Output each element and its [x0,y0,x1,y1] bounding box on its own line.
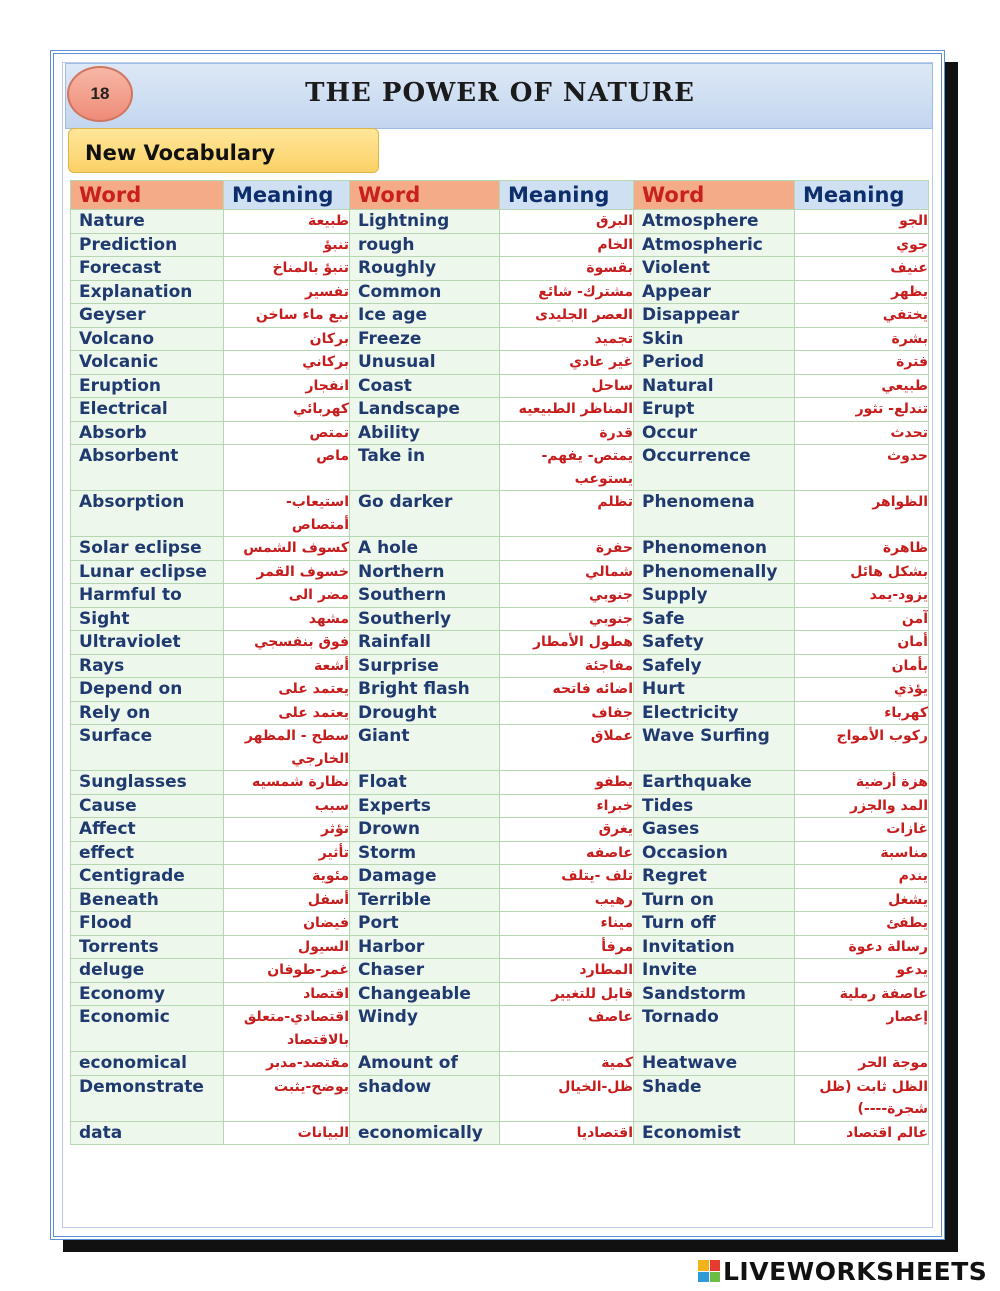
vocab-word: Tornado [634,1006,795,1052]
vocab-meaning: غازات [795,818,929,842]
vocab-word: Freeze [350,327,500,351]
vocab-meaning: يختفي [795,304,929,328]
vocab-word: Regret [634,865,795,889]
table-row [71,607,929,631]
table-row [71,560,929,584]
vocab-word: Chaser [350,959,500,983]
vocab-word: Volcano [71,327,224,351]
vocab-meaning: يغرق [500,818,634,842]
vocab-word: Forecast [71,257,224,281]
vocab-word: Amount of [350,1052,500,1076]
vocab-word: Invitation [634,935,795,959]
column-header-word: Word [350,181,500,210]
table-row [71,631,929,655]
column-header-meaning: Meaning [500,181,634,210]
vocab-word: Erupt [634,398,795,422]
vocab-meaning: يؤذي [795,678,929,702]
vocab-word: Violent [634,257,795,281]
vocab-meaning: المطارد [500,959,634,983]
vocab-meaning: يطفو [500,771,634,795]
vocab-meaning: الظواهر [795,491,929,537]
vocab-meaning: تؤثر [224,818,350,842]
vocab-word: Cause [71,794,224,818]
vocab-word: Turn on [634,888,795,912]
vocab-word: shadow [350,1075,500,1121]
column-header-meaning: Meaning [224,181,350,210]
vocab-word: Shade [634,1075,795,1121]
vocab-word: Storm [350,841,500,865]
vocab-word: Experts [350,794,500,818]
vocab-meaning: خسوف القمر [224,560,350,584]
vocab-meaning: تلف -يتلف [500,865,634,889]
vocab-meaning: هطول الأمطار [500,631,634,655]
vocab-word: Phenomenon [634,537,795,561]
vocab-word: Damage [350,865,500,889]
vocab-word: Depend on [71,678,224,702]
vocab-word: Roughly [350,257,500,281]
vocab-meaning: عاصفه [500,841,634,865]
vocab-meaning: موجة الحر [795,1052,929,1076]
vocab-word: Flood [71,912,224,936]
table-row [71,959,929,983]
vocab-meaning: استيعاب- أمتصاص [224,491,350,537]
vocab-meaning: تفسير [224,280,350,304]
vocab-word: Giant [350,725,500,771]
vocab-meaning: إعصار [795,1006,929,1052]
vocabulary-table [70,180,929,1145]
vocab-meaning: تجميد [500,327,634,351]
vocab-word: Take in [350,445,500,491]
vocab-meaning: انفجار [224,374,350,398]
vocab-meaning: مقتصد-مدبر [224,1052,350,1076]
vocab-meaning: مفاجئة [500,654,634,678]
vocab-meaning: العصر الجليدى [500,304,634,328]
vocab-meaning: قدرة [500,421,634,445]
vocab-meaning: تأثير [224,841,350,865]
table-row [71,935,929,959]
vocab-word: Southern [350,584,500,608]
vocab-word: Gases [634,818,795,842]
vocab-word: deluge [71,959,224,983]
vocab-word: Period [634,351,795,375]
vocab-meaning: اقتصاد [224,982,350,1006]
vocab-meaning: مشترك- شائع [500,280,634,304]
vocab-word: Occurrence [634,445,795,491]
vocab-meaning: نظارة شمسيه [224,771,350,795]
page-title: THE POWER OF NATURE [305,78,695,108]
table-row [71,654,929,678]
vocab-word: Sunglasses [71,771,224,795]
vocab-word: effect [71,841,224,865]
vocab-meaning: بشكل هائل [795,560,929,584]
vocab-word: Electrical [71,398,224,422]
vocab-meaning: مضر الى [224,584,350,608]
vocab-meaning: يمتص- يفهم- يستوعب [500,445,634,491]
table-row [71,725,929,771]
vocab-word: Tides [634,794,795,818]
table-row [71,374,929,398]
table-row [71,233,929,257]
vocab-meaning: غمر-طوفان [224,959,350,983]
vocab-meaning: يزود-يمد [795,584,929,608]
vocab-word: Supply [634,584,795,608]
vocab-meaning: غير عادي [500,351,634,375]
table-header-row [71,181,929,210]
table-row [71,537,929,561]
vocab-meaning: ركوب الأمواج [795,725,929,771]
vocab-word: Invite [634,959,795,983]
vocab-meaning: يطفئ [795,912,929,936]
vocab-word: Sight [71,607,224,631]
vocab-word: Harbor [350,935,500,959]
vocab-word: Hurt [634,678,795,702]
vocab-word: Natural [634,374,795,398]
vocab-meaning: اضائه فاتحه [500,678,634,702]
vocab-word: Electricity [634,701,795,725]
vocab-word: Torrents [71,935,224,959]
table-row [71,280,929,304]
vocab-word: Affect [71,818,224,842]
table-row [71,701,929,725]
vocab-word: Safe [634,607,795,631]
column-header-meaning: Meaning [795,181,929,210]
section-title: New Vocabulary [68,128,379,173]
vocab-meaning: يندم [795,865,929,889]
vocab-meaning: آمن [795,607,929,631]
vocab-word: Lunar eclipse [71,560,224,584]
vocab-meaning: ساحل [500,374,634,398]
table-row [71,445,929,491]
vocab-meaning: أمان [795,631,929,655]
vocab-word: Ice age [350,304,500,328]
vocab-meaning: تمتص [224,421,350,445]
vocab-meaning: مئوية [224,865,350,889]
vocab-meaning: بأمان [795,654,929,678]
table-row [71,327,929,351]
vocab-word: data [71,1121,224,1145]
vocab-meaning: الجو [795,210,929,234]
column-header-word: Word [71,181,224,210]
vocab-meaning: يشغل [795,888,929,912]
vocab-meaning: مرفأ [500,935,634,959]
vocab-meaning: عالم اقتصاد [795,1121,929,1145]
vocab-meaning: جنوبي [500,607,634,631]
vocab-word: Earthquake [634,771,795,795]
vocab-word: Unusual [350,351,500,375]
vocab-word: Drought [350,701,500,725]
vocab-word: Phenomenally [634,560,795,584]
vocab-meaning: رسالة دعوة [795,935,929,959]
vocab-meaning: كهرباء [795,701,929,725]
vocab-meaning: ظل-الخيال [500,1075,634,1121]
logo-text: LIVEWORKSHEETS [723,1256,988,1286]
vocab-word: Terrible [350,888,500,912]
vocab-word: Beneath [71,888,224,912]
vocab-word: Economy [71,982,224,1006]
vocab-word: Heatwave [634,1052,795,1076]
vocab-word: Phenomena [634,491,795,537]
vocab-meaning: البرق [500,210,634,234]
vocab-meaning: فترة [795,351,929,375]
vocab-meaning: رهيب [500,888,634,912]
vocab-meaning: فيضان [224,912,350,936]
vocab-word: Disappear [634,304,795,328]
vocab-meaning: يعتمد على [224,701,350,725]
vocab-meaning: حدوث [795,445,929,491]
table-row [71,865,929,889]
vocab-meaning: عملاق [500,725,634,771]
vocab-meaning: فوق بنفسجي [224,631,350,655]
vocab-word: Northern [350,560,500,584]
vocab-word: Port [350,912,500,936]
vocab-word: Wave Surfing [634,725,795,771]
vocab-meaning: يعتمد على [224,678,350,702]
vocab-meaning: يظهر [795,280,929,304]
vocab-meaning: مشهد [224,607,350,631]
vocab-word: Landscape [350,398,500,422]
vocab-word: Economist [634,1121,795,1145]
vocab-meaning: تنبؤ بالمناخ [224,257,350,281]
table-row [71,888,929,912]
vocab-meaning: سبب [224,794,350,818]
table-row [71,912,929,936]
vocab-meaning: كسوف الشمس [224,537,350,561]
vocab-meaning: عنيف [795,257,929,281]
vocab-meaning: شمالي [500,560,634,584]
vocab-meaning: كمية [500,1052,634,1076]
table-row [71,678,929,702]
vocab-word: Rays [71,654,224,678]
vocab-word: Southerly [350,607,500,631]
vocab-meaning: السيول [224,935,350,959]
vocab-word: Absorption [71,491,224,537]
vocab-word: Float [350,771,500,795]
vocab-word: Common [350,280,500,304]
vocab-word: rough [350,233,500,257]
table-row [71,491,929,537]
vocab-word: Eruption [71,374,224,398]
vocab-word: Appear [634,280,795,304]
vocab-meaning: كهربائي [224,398,350,422]
vocab-word: Surprise [350,654,500,678]
vocab-meaning: بركان [224,327,350,351]
vocab-meaning: سطح - المظهر الخارجي [224,725,350,771]
vocab-word: Harmful to [71,584,224,608]
vocab-word: Skin [634,327,795,351]
logo-icon [698,1260,720,1282]
vocab-meaning: عاصفة رملية [795,982,929,1006]
table-row [71,841,929,865]
vocab-meaning: الظل ثابت (ظل شجرة----) [795,1075,929,1121]
vocab-meaning: عاصف [500,1006,634,1052]
vocab-meaning: تحدث [795,421,929,445]
table-row [71,1121,929,1145]
vocab-meaning: ميناء [500,912,634,936]
vocab-meaning: المناظر الطبيعيه [500,398,634,422]
vocab-meaning: المد والجزر [795,794,929,818]
vocab-meaning: اقتصاديا [500,1121,634,1145]
table-row [71,351,929,375]
table-row [71,210,929,234]
table-row [71,398,929,422]
vocab-word: Atmosphere [634,210,795,234]
table-row [71,584,929,608]
table-row [71,771,929,795]
vocab-word: Safely [634,654,795,678]
vocab-meaning: تنبؤ [224,233,350,257]
vocab-word: Turn off [634,912,795,936]
table-row [71,1075,929,1121]
vocab-meaning: حفرة [500,537,634,561]
vocab-word: Surface [71,725,224,771]
vocab-word: Safety [634,631,795,655]
vocab-meaning: بشرة [795,327,929,351]
vocab-word: Explanation [71,280,224,304]
vocab-word: Prediction [71,233,224,257]
vocab-meaning: أشعة [224,654,350,678]
vocab-meaning: طبيعي [795,374,929,398]
vocab-meaning: ماص [224,445,350,491]
vocab-meaning: بركاني [224,351,350,375]
vocab-meaning: جفاف [500,701,634,725]
vocab-word: Solar eclipse [71,537,224,561]
vocab-meaning: مناسبة [795,841,929,865]
vocab-word: Sandstorm [634,982,795,1006]
vocab-meaning: ظاهرة [795,537,929,561]
vocab-meaning: يدعو [795,959,929,983]
vocab-word: economically [350,1121,500,1145]
vocab-meaning: نبع ماء ساخن [224,304,350,328]
vocab-word: A hole [350,537,500,561]
vocab-meaning: أسفل [224,888,350,912]
vocab-word: Ultraviolet [71,631,224,655]
vocab-word: Changeable [350,982,500,1006]
column-header-word: Word [634,181,795,210]
liveworksheets-logo [698,1255,987,1287]
vocab-meaning: تظلم [500,491,634,537]
vocab-word: Ability [350,421,500,445]
table-row [71,421,929,445]
vocab-meaning: جوي [795,233,929,257]
table-row [71,794,929,818]
vocab-word: Centigrade [71,865,224,889]
vocab-word: Atmospheric [634,233,795,257]
vocabulary-body [71,210,929,1145]
vocab-meaning: طبيعة [224,210,350,234]
vocab-word: economical [71,1052,224,1076]
vocab-word: Rely on [71,701,224,725]
vocab-word: Rainfall [350,631,500,655]
vocab-word: Lightning [350,210,500,234]
table-row [71,818,929,842]
vocab-meaning: الخام [500,233,634,257]
vocab-word: Volcanic [71,351,224,375]
page-number-badge: 18 [67,66,133,122]
vocab-meaning: قابل للتغيير [500,982,634,1006]
vocab-word: Go darker [350,491,500,537]
table-row [71,257,929,281]
table-row [71,1006,929,1052]
table-row [71,304,929,328]
vocab-meaning: يوضح-يثبت [224,1075,350,1121]
vocab-word: Absorbent [71,445,224,491]
vocab-word: Geyser [71,304,224,328]
vocab-meaning: بقسوة [500,257,634,281]
vocab-word: Economic [71,1006,224,1052]
vocab-meaning: هزة أرضية [795,771,929,795]
vocab-word: Absorb [71,421,224,445]
vocab-meaning: جنوبي [500,584,634,608]
vocab-word: Occasion [634,841,795,865]
vocab-word: Coast [350,374,500,398]
vocab-meaning: البيانات [224,1121,350,1145]
vocab-word: Bright flash [350,678,500,702]
vocab-word: Nature [71,210,224,234]
vocab-meaning: خبراء [500,794,634,818]
vocab-word: Demonstrate [71,1075,224,1121]
vocab-meaning: اقتصادي-متعلق بالاقتصاد [224,1006,350,1052]
vocab-word: Drown [350,818,500,842]
vocab-word: Occur [634,421,795,445]
vocab-word: Windy [350,1006,500,1052]
table-row [71,982,929,1006]
table-row [71,1052,929,1076]
vocab-meaning: تندلع- تثور [795,398,929,422]
